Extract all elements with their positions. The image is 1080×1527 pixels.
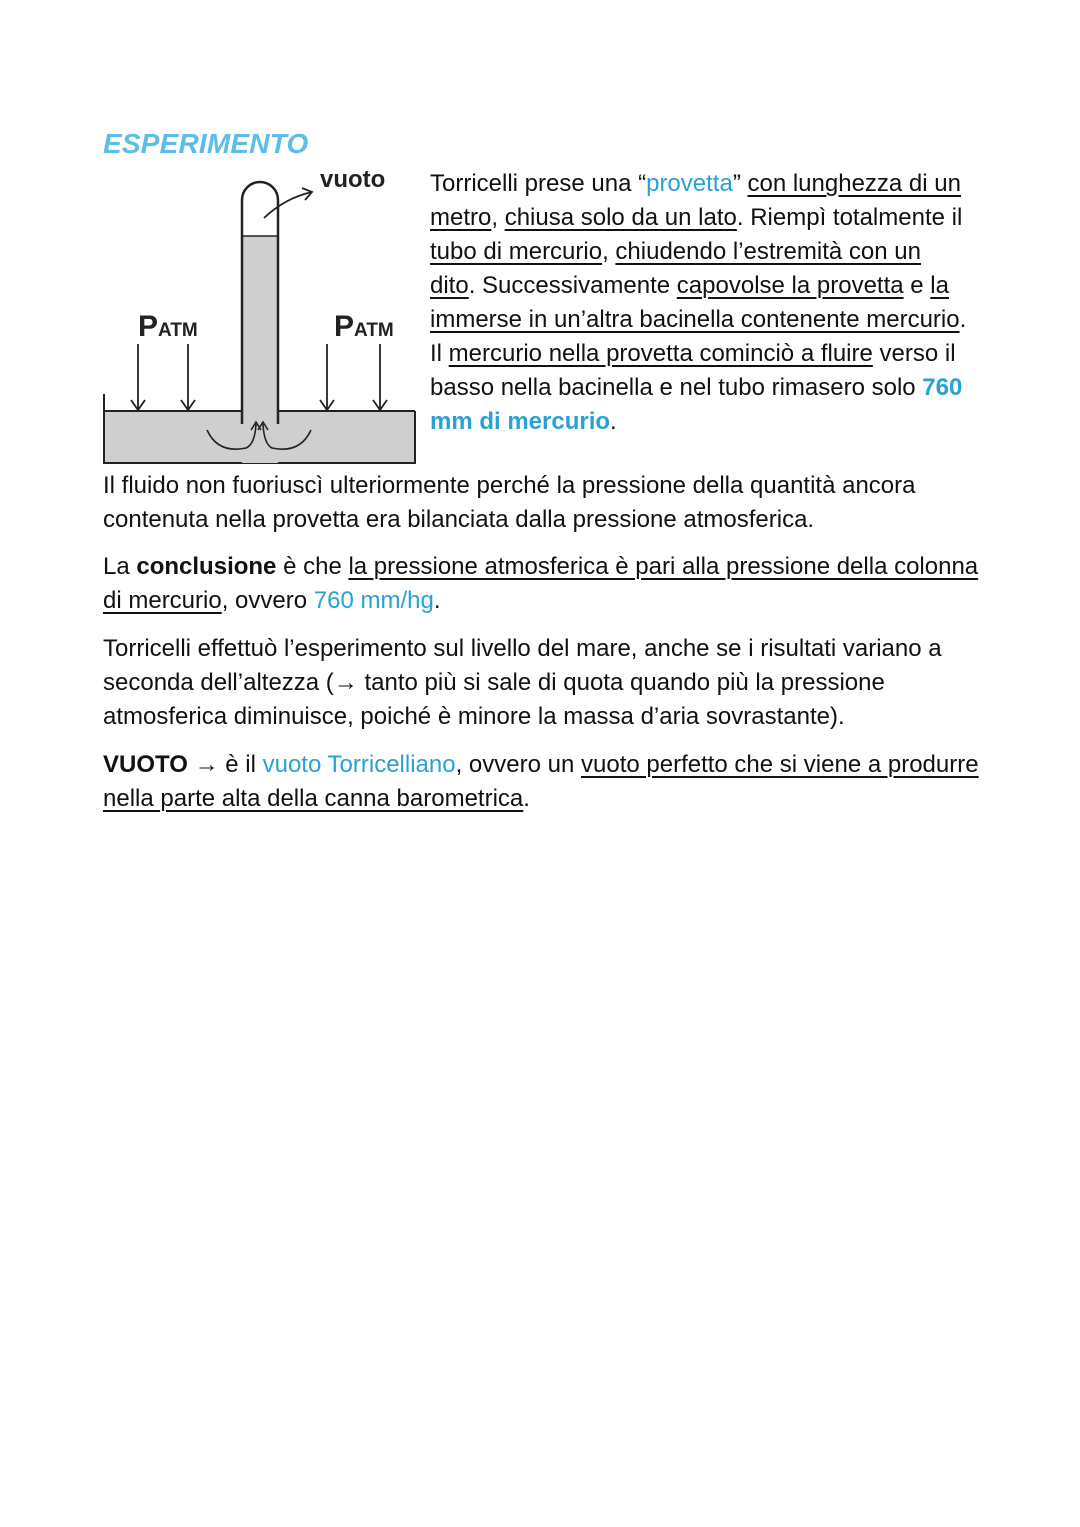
underlined-flow: mercurio nella provetta cominciò a fluire bbox=[448, 340, 873, 367]
paragraph-altitude: Torricelli effettuò l’esperimento sul livello del mare, anche se i risultati variano a seconda dell’altezza (→ tanto più si sale di quota quando più la pressione atmosferica diminuisce, poiché è minore la massa d’aria sovrastante). bbox=[103, 635, 942, 730]
bold-vuoto: VUOTO bbox=[103, 751, 188, 778]
patm-left-p: P bbox=[138, 310, 159, 343]
highlight-760mm: 760 mm di mercurio bbox=[430, 374, 963, 435]
underlined-capovolse: capovolse la provetta bbox=[676, 272, 904, 299]
paragraph-fluid: Il fluido non fuoriuscì ulteriormente perché la pressione della quantità ancora contenuta nella provetta era bilanciata dalla pressione atmosferica. bbox=[103, 472, 916, 533]
text-span: , ovvero un bbox=[455, 751, 581, 778]
text-span: . bbox=[523, 785, 530, 812]
patm-left-label bbox=[138, 310, 198, 343]
patm-left-atm: ATM bbox=[158, 320, 198, 341]
underlined-length: con lunghezza di un metro bbox=[430, 170, 961, 231]
atm-pressure-arrows-left bbox=[131, 344, 195, 410]
experiment-description bbox=[430, 167, 970, 439]
paragraph-vacuum bbox=[103, 748, 983, 816]
text-span: . Il bbox=[430, 306, 967, 367]
text-span: è che bbox=[276, 553, 349, 580]
underlined-immerse: la immerse in un’altra bacinella contenente mercurio bbox=[430, 272, 960, 333]
text-span: , bbox=[602, 238, 616, 265]
underlined-closing: chiudendo l’estremità con un dito bbox=[430, 238, 921, 299]
underlined-tube: tubo di mercurio bbox=[430, 238, 603, 265]
text-span: verso il basso nella bacinella e nel tubo rimasero solo bbox=[430, 340, 956, 401]
section-title: ESPERIMENTO bbox=[103, 128, 309, 159]
patm-right-label bbox=[334, 310, 394, 343]
text-span: . bbox=[610, 408, 617, 435]
text-span: ” bbox=[732, 170, 748, 197]
underlined-closed-side: chiusa solo da un lato bbox=[504, 204, 737, 231]
text-span: . Riempì totalmente il bbox=[736, 204, 963, 231]
atm-pressure-arrows-right bbox=[320, 344, 387, 410]
patm-right-atm: ATM bbox=[354, 320, 394, 341]
vacuum-arrow bbox=[264, 192, 312, 218]
text-span: Torricelli prese una “ bbox=[430, 170, 647, 197]
text-span: , bbox=[491, 204, 505, 231]
highlight-torricelliano: vuoto Torricelliano bbox=[262, 751, 456, 778]
highlight-provetta: provetta bbox=[646, 170, 733, 197]
highlight-760mmhg: 760 mm/hg bbox=[313, 587, 434, 614]
underlined-perfect-vacuum: vuoto perfetto che si viene a produrre nella parte alta della canna barometrica bbox=[103, 751, 979, 812]
text-span: , ovvero bbox=[221, 587, 314, 614]
text-span: La bbox=[103, 553, 137, 580]
vacuum-label: vuoto bbox=[320, 166, 386, 193]
text-span: → è il bbox=[187, 751, 263, 778]
paragraph-conclusion bbox=[103, 550, 983, 618]
text-span: e bbox=[903, 272, 931, 299]
text-span: . Successivamente bbox=[468, 272, 677, 299]
torricelli-barometer-diagram bbox=[100, 162, 420, 468]
text-span: . bbox=[433, 587, 441, 614]
patm-right-p: P bbox=[334, 310, 355, 343]
bold-conclusione: conclusione bbox=[136, 553, 277, 580]
underlined-conclusion: la pressione atmosferica è pari alla pressione della colonna di mercurio bbox=[103, 553, 979, 614]
